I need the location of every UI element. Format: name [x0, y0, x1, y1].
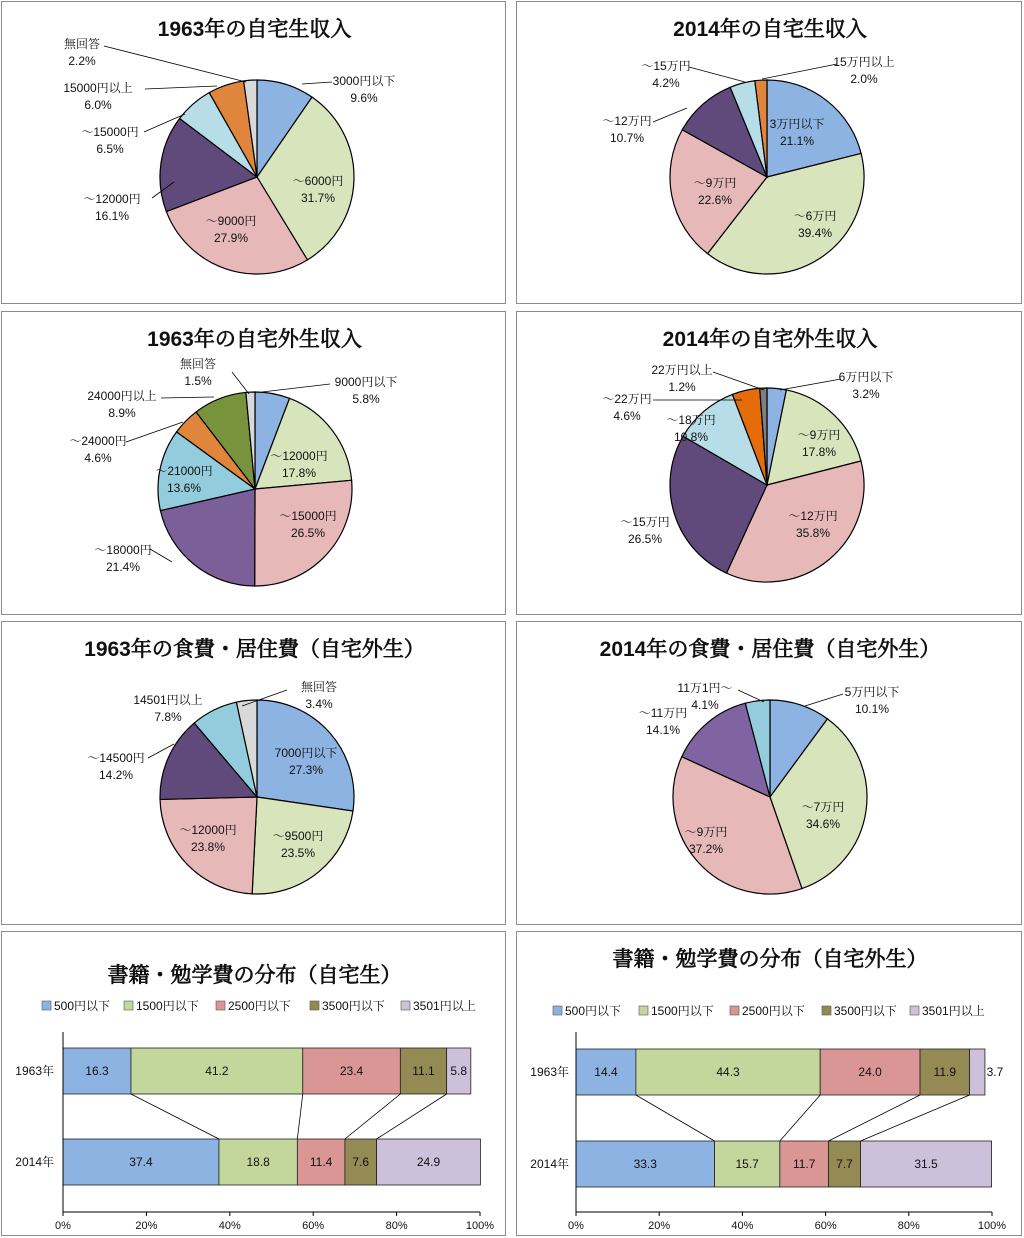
leader-line — [161, 397, 214, 398]
x-tick-label: 100% — [465, 1220, 495, 1232]
connector-line — [131, 1094, 219, 1139]
chart-panel-2014-home-income — [516, 1, 1022, 304]
chart-svg — [517, 312, 1023, 616]
legend-swatch — [42, 1001, 51, 1010]
slice-pct: 7.8% — [154, 710, 182, 724]
legend-entry: 500円以下 — [565, 1004, 622, 1018]
slice-pct: 5.8% — [352, 392, 380, 406]
chart-panel-books-home — [1, 931, 506, 1236]
bar-segment — [970, 1049, 985, 1095]
chart-svg — [2, 312, 507, 616]
connector-line — [377, 1094, 447, 1139]
slice-label: ～15万円 — [641, 59, 691, 73]
leader-line — [780, 379, 841, 390]
slice-label: 11万1円～ — [677, 681, 733, 695]
chart-panel-1963-food-housing — [1, 621, 506, 925]
slice-pct: 37.2% — [688, 842, 724, 856]
slice-label: 無回答 — [63, 37, 101, 51]
data-label: 5.8 — [450, 1064, 468, 1078]
slice-pct: 10.8% — [673, 430, 709, 444]
data-label: 16.3 — [85, 1064, 109, 1078]
slice-label: ～15000円 — [279, 509, 337, 523]
data-label: 14.4 — [594, 1065, 618, 1079]
slice-pct: 39.4% — [797, 226, 833, 240]
slice-pct: 17.8% — [281, 466, 317, 480]
data-label: 41.2 — [205, 1064, 229, 1078]
data-label: 7.7 — [836, 1157, 853, 1171]
slice-label: 14501円以上 — [133, 693, 203, 707]
slice-label: ～15万円 — [620, 515, 670, 529]
slice-label: ～12万円 — [602, 114, 652, 128]
chart-title: 1963年の自宅生収入 — [157, 18, 352, 41]
slice-pct: 16.1% — [94, 209, 130, 223]
chart-title: 書籍・勉学費の分布（自宅外生） — [612, 948, 928, 971]
data-label: 3.7 — [986, 1065, 1004, 1079]
legend-swatch — [639, 1006, 648, 1015]
slice-label: 5万円以下 — [844, 685, 900, 699]
slice-label: ～18000円 — [94, 543, 152, 557]
slice-pct: 4.1% — [691, 698, 719, 712]
slice-label: ～15000円 — [81, 125, 139, 139]
chart-title: 1963年の自宅外生収入 — [147, 328, 362, 351]
x-tick-label: 0% — [568, 1220, 584, 1232]
leader-line — [302, 82, 332, 84]
connector-line — [636, 1095, 715, 1141]
chart-svg — [517, 2, 1023, 305]
slice-pct: 17.8% — [801, 445, 837, 459]
data-label: 37.4 — [129, 1155, 153, 1169]
slice-pct: 27.3% — [288, 763, 324, 777]
slice-label: 無回答 — [300, 680, 338, 694]
legend-entry: 2500円以下 — [742, 1004, 805, 1018]
data-label: 15.7 — [735, 1157, 759, 1171]
slice-label: 3万円以下 — [769, 117, 825, 131]
slice-label: ～12000円 — [270, 449, 328, 463]
slice-pct: 3.2% — [852, 387, 880, 401]
leader-line — [713, 372, 764, 390]
x-tick-label: 60% — [302, 1220, 325, 1232]
legend-swatch — [216, 1001, 225, 1010]
legend-entry: 1500円以下 — [136, 999, 199, 1013]
legend-swatch — [124, 1001, 133, 1010]
slice-pct: 35.8% — [795, 526, 831, 540]
slice-pct: 21.4% — [105, 560, 141, 574]
legend-entry: 1500円以下 — [651, 1004, 714, 1018]
legend-swatch — [730, 1006, 739, 1015]
category-label: 1963年 — [530, 1065, 569, 1079]
connector-line — [829, 1095, 921, 1141]
slice-pct: 23.5% — [280, 846, 316, 860]
connector-line — [861, 1095, 970, 1141]
data-label: 11.4 — [309, 1155, 333, 1169]
slice-label: ～14500円 — [87, 751, 145, 765]
legend-entry: 3501円以上 — [413, 999, 476, 1013]
leader-line — [145, 86, 217, 89]
data-label: 7.6 — [352, 1155, 370, 1169]
chart-title: 2014年の食費・居住費（自宅外生） — [599, 638, 941, 661]
slice-pct: 23.8% — [190, 840, 226, 854]
slice-label: ～9万円 — [684, 825, 728, 839]
chart-panel-2014-away-income — [516, 311, 1022, 615]
chart-title: 2014年の自宅外生収入 — [662, 328, 878, 351]
connector-line — [780, 1095, 820, 1141]
slice-pct: 14.2% — [98, 768, 134, 782]
slice-label: ～9万円 — [693, 176, 737, 190]
x-tick-label: 40% — [731, 1220, 754, 1232]
chart-svg — [517, 932, 1023, 1237]
slice-pct: 8.9% — [108, 406, 136, 420]
slice-label: 24000円以上 — [87, 389, 157, 403]
slice-pct: 6.0% — [84, 98, 112, 112]
slice-pct: 10.1% — [854, 702, 890, 716]
slice-pct: 26.5% — [627, 532, 663, 546]
data-label: 31.5 — [914, 1157, 938, 1171]
slice-label: 15万円以上 — [833, 55, 895, 69]
chart-svg — [2, 2, 507, 305]
x-tick-label: 80% — [897, 1220, 920, 1232]
x-tick-label: 0% — [55, 1220, 71, 1232]
slice-label: 15000円以上 — [63, 81, 133, 95]
chart-svg — [517, 622, 1023, 926]
slice-label: 3000円以下 — [332, 74, 396, 88]
connector-line — [345, 1094, 400, 1139]
x-tick-label: 20% — [648, 1220, 671, 1232]
data-label: 24.0 — [858, 1065, 882, 1079]
chart-title: 書籍・勉学費の分布（自宅生） — [107, 964, 402, 987]
legend-entry: 3500円以下 — [834, 1004, 897, 1018]
slice-label: 22万円以上 — [651, 363, 713, 377]
legend-swatch — [553, 1006, 562, 1015]
slice-label: 7000円以下 — [274, 746, 338, 760]
chart-panel-books-away — [516, 931, 1022, 1236]
legend-entry: 3500円以下 — [322, 999, 385, 1013]
leader-line — [104, 46, 246, 82]
data-label: 11.9 — [933, 1065, 957, 1079]
legend-swatch — [310, 1001, 319, 1010]
leader-line — [232, 372, 249, 394]
slice-label: ～11万円 — [638, 706, 688, 720]
data-label: 18.8 — [246, 1155, 270, 1169]
chart-title: 2014年の自宅生収入 — [673, 18, 867, 41]
leader-line — [762, 64, 837, 79]
legend-entry: 2500円以下 — [228, 999, 291, 1013]
slice-pct: 1.5% — [184, 374, 212, 388]
data-label: 33.3 — [633, 1157, 657, 1171]
chart-panel-1963-away-income — [1, 311, 506, 615]
slice-label: ～9000円 — [205, 214, 257, 228]
data-label: 23.4 — [339, 1064, 364, 1078]
leader-line — [689, 67, 745, 82]
slice-pct: 2.0% — [850, 72, 878, 86]
leader-line — [738, 690, 764, 702]
slice-pct: 21.1% — [779, 134, 815, 148]
slice-pct: 34.6% — [805, 817, 841, 831]
legend-swatch — [910, 1006, 919, 1015]
legend-swatch — [822, 1006, 831, 1015]
slice-pct: 14.1% — [645, 723, 681, 737]
slice-label: 無回答 — [179, 357, 217, 371]
slice-pct: 26.5% — [290, 526, 326, 540]
category-label: 2014年 — [15, 1155, 54, 1169]
slice-pct: 3.4% — [305, 697, 333, 711]
chart-title: 1963年の食費・居住費（自宅外生） — [84, 638, 425, 661]
legend-entry: 3501円以上 — [922, 1004, 985, 1018]
chart-svg — [2, 622, 507, 926]
leader-line — [150, 549, 172, 562]
slice-pct: 4.6% — [613, 409, 641, 423]
category-label: 2014年 — [530, 1157, 569, 1171]
slice-label: ～9万円 — [797, 428, 841, 442]
slice-label: ～21000円 — [155, 464, 213, 478]
slice-label: ～18万円 — [666, 413, 716, 427]
slice-label: ～7万円 — [801, 800, 845, 814]
data-label: 11.1 — [412, 1064, 435, 1078]
legend-swatch — [401, 1001, 410, 1010]
chart-svg — [2, 932, 507, 1237]
x-tick-label: 100% — [977, 1220, 1007, 1232]
slice-label: 9000円以下 — [334, 375, 398, 389]
data-label: 24.9 — [416, 1155, 441, 1169]
slice-pct: 27.9% — [213, 231, 249, 245]
connector-line — [297, 1094, 302, 1139]
slice-label: ～12000円 — [83, 192, 141, 206]
slice-pct: 4.6% — [84, 451, 112, 465]
x-tick-label: 80% — [385, 1220, 408, 1232]
leader-line — [653, 108, 687, 122]
chart-panel-2014-food-housing — [516, 621, 1022, 925]
chart-panel-1963-home-income — [1, 1, 506, 304]
slice-pct: 9.6% — [350, 91, 378, 105]
slice-label: ～6000円 — [292, 174, 344, 188]
slice-pct: 31.7% — [300, 191, 336, 205]
slice-pct: 2.2% — [68, 54, 96, 68]
legend-entry: 500円以下 — [54, 999, 111, 1013]
slice-pct: 6.5% — [96, 142, 124, 156]
slice-label: ～12万円 — [788, 509, 838, 523]
slice-pct: 1.2% — [668, 380, 696, 394]
x-tick-label: 60% — [814, 1220, 837, 1232]
slice-label: ～6万円 — [793, 209, 837, 223]
slice-label: ～24000円 — [69, 434, 127, 448]
slice-label: ～22万円 — [602, 392, 652, 406]
slice-pct: 4.2% — [652, 76, 680, 90]
slice-pct: 10.7% — [609, 131, 645, 145]
x-tick-label: 40% — [218, 1220, 241, 1232]
leader-line — [262, 384, 330, 392]
slice-label: ～12000円 — [179, 823, 237, 837]
data-label: 11.7 — [792, 1157, 816, 1171]
slice-pct: 22.6% — [697, 193, 733, 207]
category-label: 1963年 — [15, 1064, 54, 1078]
leader-line — [805, 694, 843, 706]
slice-pct: 13.6% — [166, 481, 202, 495]
data-label: 44.3 — [716, 1065, 740, 1079]
x-tick-label: 20% — [135, 1220, 158, 1232]
slice-label: ～9500円 — [272, 829, 324, 843]
slice-label: 6万円以下 — [838, 370, 894, 384]
